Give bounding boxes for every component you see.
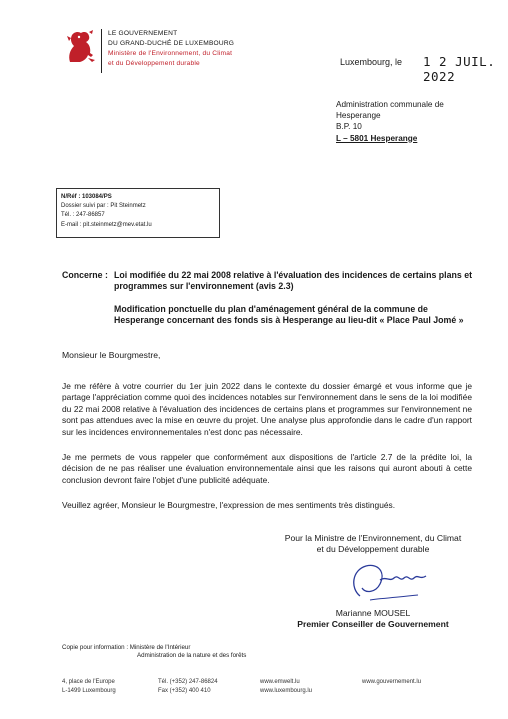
header-divider bbox=[101, 29, 102, 73]
luxembourg-lion-logo-icon bbox=[62, 28, 98, 66]
body-paragraph-3: Veuillez agréer, Monsieur le Bourgmestre, l'expression de mes sentiments très distingués. bbox=[62, 500, 396, 510]
signature-for-line-1: Pour la Ministre de l'Environnement, du Climat bbox=[284, 533, 462, 543]
signatory-name: Marianne MOUSEL bbox=[335, 608, 411, 618]
footer-contact bbox=[158, 678, 218, 696]
reference-number: N/Réf : 103084/PS bbox=[61, 194, 112, 200]
signature-for-block bbox=[268, 533, 478, 556]
subject-label: Concerne : bbox=[62, 270, 108, 280]
government-header bbox=[108, 29, 234, 69]
footer-address bbox=[62, 678, 116, 696]
footer-web-1: www.emwelt.lu bbox=[260, 679, 300, 685]
body-paragraph-1: Je me réfère à votre courrier du 1er juin 2022 dans le contexte du dossier émargé et vous informe que je partage l'appréciation comme quoi des incidences notables sur l'environnement dans le sens de la loi modifiée du 22 mai 2008 relative à l'évaluation des incidences de certains plans et programmes sur l'environnement ne sont pas attendues avec la mise en œuvre du projet. Une analyse plus approfondie dans le cadre d'un rapport sur les incidences environnementales n'est donc pas nécessaire. bbox=[62, 381, 472, 437]
subject-line-2: Modification ponctuelle du plan d'aménagement général de la commune de Hesperange concernant des fonds sis à Hesperange au lieu-dit « Place Paul Jomé » bbox=[114, 304, 464, 326]
footer-tel: Tél. (+352) 247-86824 bbox=[158, 679, 218, 685]
ministry-line-1: Ministère de l'Environnement, du Climat bbox=[108, 50, 233, 57]
footer-address-line-1: 4, place de l'Europe bbox=[62, 679, 115, 685]
gov-line-1: LE GOUVERNEMENT bbox=[108, 30, 178, 37]
recipient-address bbox=[336, 99, 444, 144]
reference-tel: Tél. : 247-86857 bbox=[61, 212, 105, 218]
reference-email: E-mail : pit.steinmetz@mev.etat.lu bbox=[61, 222, 152, 228]
copy-line-2: Administration de la nature et des forêts bbox=[137, 652, 247, 659]
recipient-line-4: L – 5801 Hesperange bbox=[336, 133, 418, 143]
footer-web-3: www.gouvernement.lu bbox=[362, 679, 422, 685]
signatory-block bbox=[268, 608, 478, 631]
place-label: Luxembourg, le bbox=[340, 57, 403, 67]
reference-followed-by: Dossier suivi par : Pit Steinmetz bbox=[61, 203, 146, 209]
recipient-line-2: Hesperange bbox=[336, 111, 381, 121]
copy-line-1: Copie pour information : Ministère de l'Intérieur bbox=[62, 644, 191, 651]
gov-line-2: DU GRAND-DUCHÉ DE LUXEMBOURG bbox=[108, 40, 235, 47]
footer-web bbox=[260, 678, 312, 696]
subject-line-1: Loi modifiée du 22 mai 2008 relative à l'évaluation des incidences de certains plans et programmes sur l'environnement (avis 2.3) bbox=[114, 270, 473, 292]
footer-web-gov bbox=[362, 678, 421, 687]
salutation: Monsieur le Bourgmestre, bbox=[62, 350, 161, 360]
recipient-line-1: Administration communale de bbox=[336, 100, 444, 109]
reference-box bbox=[56, 188, 220, 238]
footer-web-2: www.luxembourg.lu bbox=[260, 688, 313, 694]
date-stamp: 1 2 JUIL. 2022 bbox=[423, 54, 496, 84]
ministry-line-2: et du Développement durable bbox=[108, 60, 200, 67]
body-paragraph-2: Je me permets de vous rappeler que conformément aux dispositions de l'article 2.7 de la prédite loi, la décision de ne pas réaliser une évaluation environnementale ainsi que les raisons qui auront abouti à cette conclusion devront faire l'objet d'une publicité adéquate. bbox=[62, 452, 472, 485]
recipient-line-3: B.P. 10 bbox=[336, 122, 362, 132]
footer-address-line-2: L-1499 Luxembourg bbox=[62, 688, 116, 694]
handwritten-signature bbox=[340, 558, 440, 608]
footer-fax: Fax (+352) 400 410 bbox=[158, 688, 211, 694]
signature-for-line-2: et du Développement durable bbox=[316, 544, 430, 555]
signatory-title: Premier Conseiller de Gouvernement bbox=[297, 619, 449, 630]
